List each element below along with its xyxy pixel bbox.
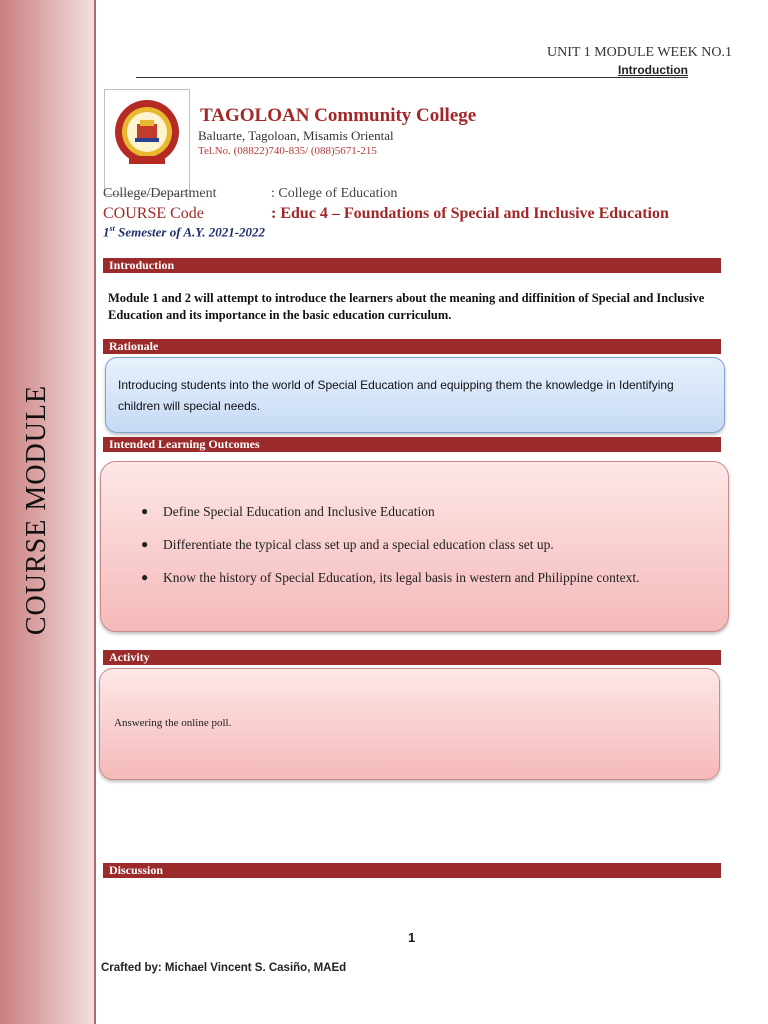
semester-ordinal: st: [109, 224, 115, 233]
page-number: 1: [408, 930, 416, 945]
sidebar-band: [0, 0, 96, 1024]
unit-header: UNIT 1 MODULE WEEK NO.1: [547, 45, 732, 60]
header-divider: [136, 77, 688, 78]
outcomes-heading: Intended Learning Outcomes: [103, 437, 721, 452]
course-code-value: : Educ 4 – Foundations of Special and Inclusive Education: [271, 205, 669, 222]
activity-box: [99, 668, 720, 780]
college-telephone: Tel.No. (08822)740-835/ (088)5671-215: [198, 145, 377, 157]
bullet-icon: ●: [141, 537, 149, 551]
sidebar-title: COURSE MODULE: [21, 384, 52, 636]
introduction-heading: Introduction: [103, 258, 721, 273]
header-subtitle: Introduction: [618, 63, 688, 77]
list-item: [141, 537, 640, 553]
rationale-heading: Rationale: [103, 339, 721, 354]
activity-heading: Activity: [103, 650, 721, 665]
semester-label: [103, 224, 265, 240]
discussion-heading: Discussion: [103, 863, 721, 878]
semester-number: 1: [103, 224, 110, 240]
rationale-box: [105, 357, 725, 433]
outcome-text: Define Special Education and Inclusive Education: [163, 504, 435, 519]
author-credit: Crafted by: Michael Vincent S. Casiño, MAEd: [101, 962, 347, 974]
outcomes-list: [141, 504, 640, 603]
college-name: TAGOLOAN Community College: [200, 105, 477, 126]
college-address: Baluarte, Tagoloan, Misamis Oriental: [198, 128, 394, 143]
list-item: [141, 570, 640, 586]
seal-icon: [113, 96, 181, 176]
rationale-text: Introducing students into the world of Special Education and equipping them the knowledge in Identifying children will special needs.: [118, 378, 674, 413]
outcome-text: Know the history of Special Education, its legal basis in western and Philippine context.: [163, 570, 640, 585]
course-code-label: COURSE Code: [103, 205, 204, 222]
outcome-text: Differentiate the typical class set up and a special education class set up.: [163, 537, 554, 552]
activity-text: Answering the online poll.: [114, 717, 232, 729]
semester-text: Semester of A.Y. 2021-2022: [114, 224, 266, 240]
department-label: College/Department: [103, 186, 217, 201]
college-logo: [104, 89, 190, 195]
introduction-text: Module 1 and 2 will attempt to introduce the learners about the meaning and diffinition of Special and Inclusive Education and its importance in the basic education curriculum.: [108, 291, 705, 322]
outcomes-box: [100, 461, 729, 632]
department-value: : College of Education: [271, 186, 398, 201]
list-item: [141, 504, 640, 520]
bullet-icon: ●: [141, 504, 149, 518]
bullet-icon: ●: [141, 570, 149, 584]
